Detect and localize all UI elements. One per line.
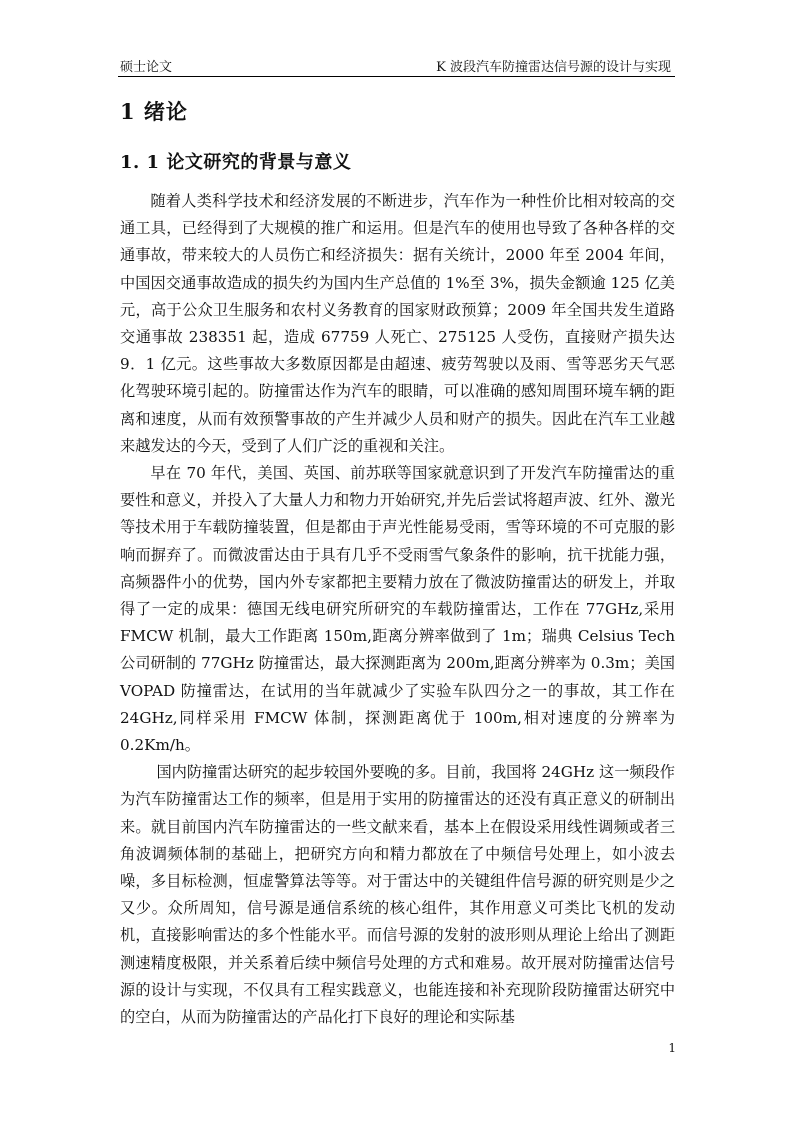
- header-thesis-type: 硕士论文: [120, 60, 173, 75]
- page-number: 1: [668, 1041, 676, 1055]
- running-header: [118, 54, 675, 77]
- body-text: [120, 188, 675, 1031]
- header-thesis-title: K 波段汽车防撞雷达信号源的设计与实现: [436, 60, 671, 75]
- paragraph-1: 随着人类科学技术和经济发展的不断进步，汽车作为一种性价比相对较高的交通工具，已经得到了大规模的推广和运用。但是汽车的使用也导致了各种各样的交通事故，带来较大的人员伤亡和经济损失：据有关统计，2000 年至 2004 年间，中国因交通事故造成的损失约为国内生产总值的 1%至 3%，损失金额逾 125 亿美元，高于公众卫生服务和农村义务教育的国家财政预算；2009 年全国共发生道路交通事故 238351 起，造成 67759 人死亡、275125 人受伤，直接财产损失达 9．1 亿元。这些事故大多数原因都是由超速、疲劳驾驶以及雨、雪等恶劣天气恶化驾驶环境引起的。防撞雷达作为汽车的眼睛，可以准确的感知周围环境车辆的距离和速度，从而有效预警事故的产生并减少人员和财产的损失。因此在汽车工业越来越发达的今天，受到了人们广泛的重视和关注。: [120, 192, 675, 455]
- paragraph-2: 早在 70 年代，美国、英国、前苏联等国家就意识到了开发汽车防撞雷达的重要性和意义，并投入了大量人力和物力开始研究,并先后尝试将超声波、红外、激光等技术用于车载防撞装置，但是都由于声光性能易受雨，雪等环境的不可克服的影响而摒弃了。而微波雷达由于具有几乎不受雨雪气象条件的影响，抗干扰能力强，高频器件小的优势，国内外专家都把主要精力放在了微波防撞雷达的研发上，并取得了一定的成果：德国无线电研究所研究的车载防撞雷达，工作在 77GHz,采用 FMCW 机制，最大工作距离 150m,距离分辨率做到了 1m；瑞典 Celsius Tech 公司研制的 77GHz 防撞雷达，最大探测距离为 200m,距离分辨率为 0.3m；美国 VOPAD 防撞雷达，在试用的当年就减少了实验车队四分之一的事故，其工作在 24GHz,同样采用 FMCW 体制，探测距离优于 100m,相对速度的分辨率为 0.2Km/h。: [120, 464, 675, 755]
- section-title: 1. 1 论文研究的背景与意义: [120, 152, 352, 173]
- paragraph-3: 国内防撞雷达研究的起步较国外要晚的多。目前，我国将 24GHz 这一频段作为汽车防撞雷达工作的频率，但是用于实用的防撞雷达的还没有真正意义的研制出来。就目前国内汽车防撞雷达的一些文献来看，基本上在假设采用线性调频或者三角波调频体制的基础上，把研究方向和精力都放在了中频信号处理上，如小波去噪，多目标检测，恒虚警算法等等。对于雷达中的关键组件信号源的研究则是少之又少。众所周知，信号源是通信系统的核心组件，其作用意义可类比飞机的发动机，直接影响雷达的多个性能水平。而信号源的发射的波形则从理论上给出了测距测速精度极限，并关系着后续中频信号处理的方式和难易。故开展对防撞雷达信号源的设计与实现，不仅具有工程实践意义，也能连接和补充现阶段防撞雷达研究中的空白，从而为防撞雷达的产品化打下良好的理论和实际基: [120, 763, 675, 1027]
- chapter-title: 1 绪论: [120, 99, 188, 124]
